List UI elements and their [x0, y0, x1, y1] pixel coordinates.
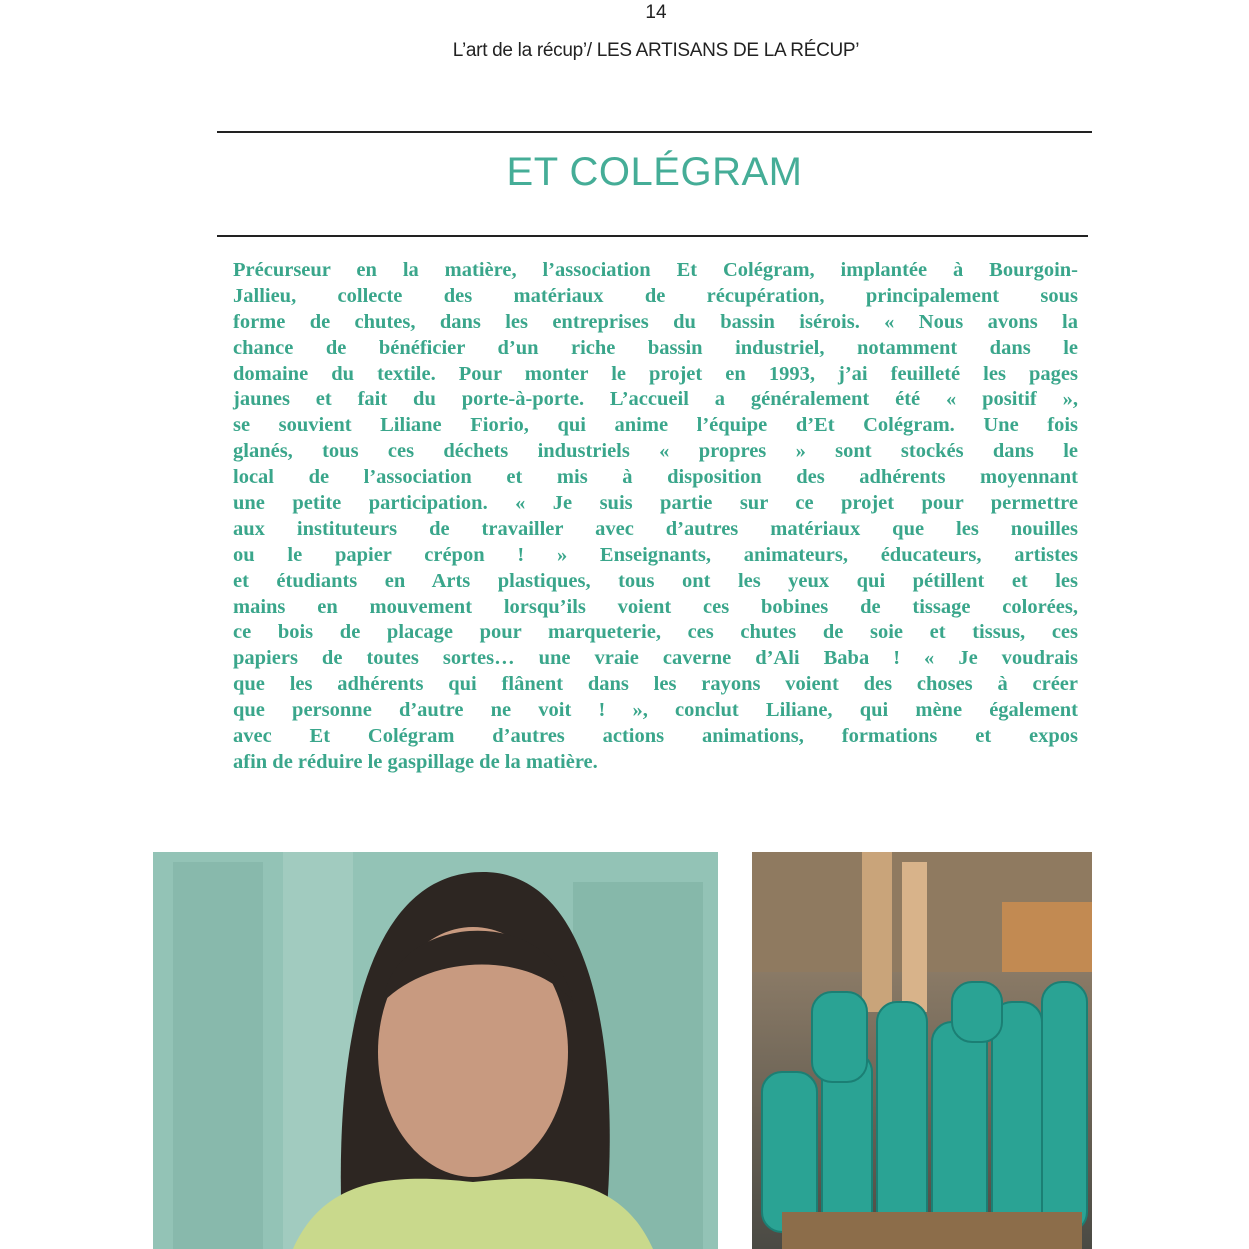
body-line: afin de réduire le gaspillage de la matière. — [233, 750, 598, 773]
body-line: se souvient Liliane Fiorio, qui anime l’équipe d’Et Colégram. Une fois — [233, 414, 1078, 437]
body-line: ce bois de placage pour marqueterie, ces chutes de soie et tissus, ces — [233, 621, 1078, 644]
body-line: forme de chutes, dans les entreprises du bassin isérois. « Nous avons la — [233, 310, 1078, 333]
body-line: Jallieu, collecte des matériaux de récupération, principalement sous — [233, 284, 1078, 307]
body-line: une petite participation. « Je suis partie sur ce projet pour permettre — [233, 492, 1078, 515]
body-line: glanés, tous ces déchets industriels « propres » sont stockés dans le — [233, 440, 1078, 463]
page-number: 14 — [645, 2, 667, 23]
body-line: que les adhérents qui flânent dans les rayons voient des choses à créer — [233, 673, 1078, 696]
body-line: que personne d’autre ne voit ! », conclut Liliane, qui mène également — [233, 699, 1078, 722]
rolled-papers-photo — [752, 852, 1092, 1249]
body-line: aux instituteurs de travailler avec d’autres matériaux que les nouilles — [233, 517, 1078, 540]
body-line: jaunes et fait du porte-à-porte. L’accueil a généralement été « positif », — [233, 388, 1078, 411]
top-divider — [217, 131, 1092, 133]
article-title: ET COLÉGRAM — [506, 150, 803, 194]
body-line: et étudiants en Arts plastiques, tous ont les yeux qui pétillent et les — [233, 569, 1078, 592]
body-line: ou le papier crépon ! » Enseignants, animateurs, éducateurs, artistes — [233, 543, 1078, 566]
portrait-photo — [153, 852, 718, 1249]
body-line: Précurseur en la matière, l’association Et Colégram, implantée à Bourgoin- — [233, 259, 1078, 281]
body-line: chance de bénéficier d’un riche bassin industriel, notamment dans le — [233, 336, 1078, 359]
body-line: avec Et Colégram d’autres actions animations, formations et expos — [233, 725, 1078, 748]
running-title: L’art de la récup’/ LES ARTISANS DE LA RÉCUP’ — [452, 40, 860, 61]
article-body — [233, 258, 1078, 776]
body-line: local de l’association et mis à disposition des adhérents moyennant — [233, 466, 1078, 489]
body-line: domaine du textile. Pour monter le projet en 1993, j’ai feuilleté les pages — [233, 362, 1078, 385]
body-line: mains en mouvement lorsqu’ils voient ces bobines de tissage colorées, — [233, 595, 1078, 618]
bottom-divider — [217, 235, 1088, 237]
body-line: papiers de toutes sortes… une vraie caverne d’Ali Baba ! « Je voudrais — [233, 647, 1078, 670]
